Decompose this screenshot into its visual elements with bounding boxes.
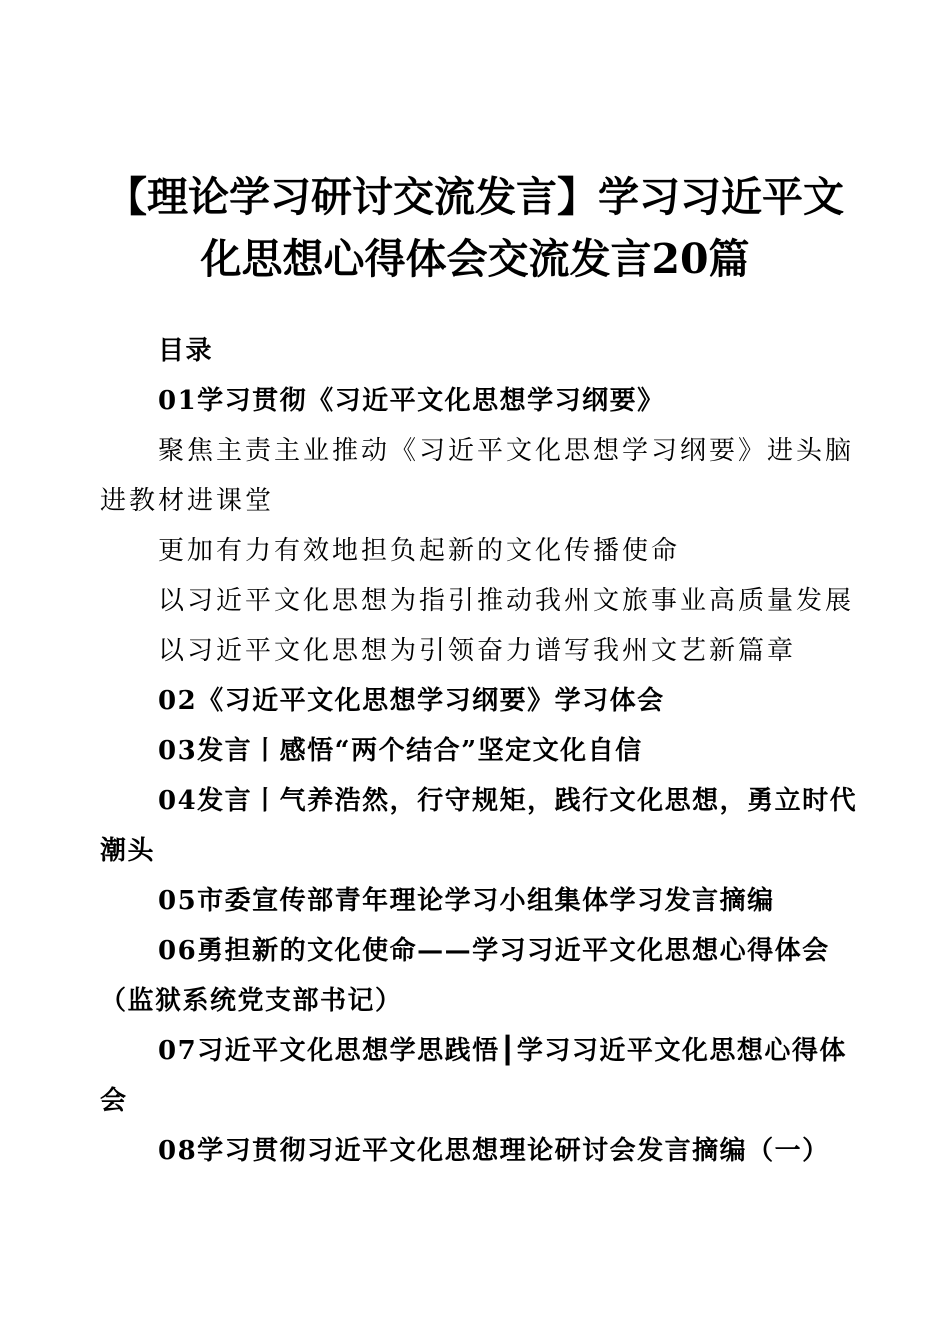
toc-item: 07习近平文化思想学思践悟┃学习习近平文化思想心得体会 — [100, 1036, 847, 1116]
toc-item: 06勇担新的文化使命——学习习近平文化思想心得体会（监狱系统党支部书记） — [100, 936, 830, 1016]
table-of-contents — [100, 326, 860, 1176]
document-title — [95, 166, 855, 290]
toc-item: 04发言丨气养浩然，行守规矩，践行文化思想，勇立时代潮头 — [100, 786, 858, 866]
toc-heading: 目录 — [158, 336, 214, 366]
toc-item: 以习近平文化思想为引领奋力谱写我州文艺新篇章 — [158, 636, 797, 666]
title-line-2: 化思想心得体会交流发言20篇 — [200, 235, 750, 283]
toc-item: 05市委宣传部青年理论学习小组集体学习发言摘编 — [158, 886, 775, 916]
toc-item: 02《习近平文化思想学习纲要》学习体会 — [158, 686, 665, 716]
title-line-1: 【理论学习研讨交流发言】学习习近平文 — [106, 173, 844, 221]
toc-item: 01学习贯彻《习近平文化思想学习纲要》 — [158, 386, 665, 416]
toc-item: 03发言丨感悟“两个结合”坚定文化自信 — [158, 736, 643, 766]
toc-item: 聚焦主责主业推动《习近平文化思想学习纲要》进头脑进教材进课堂 — [100, 436, 855, 516]
toc-item: 08学习贯彻习近平文化思想理论研讨会发言摘编（一） — [158, 1136, 830, 1166]
toc-item: 以习近平文化思想为指引推动我州文旅事业高质量发展 — [158, 586, 855, 616]
toc-item: 更加有力有效地担负起新的文化传播使命 — [158, 536, 681, 566]
